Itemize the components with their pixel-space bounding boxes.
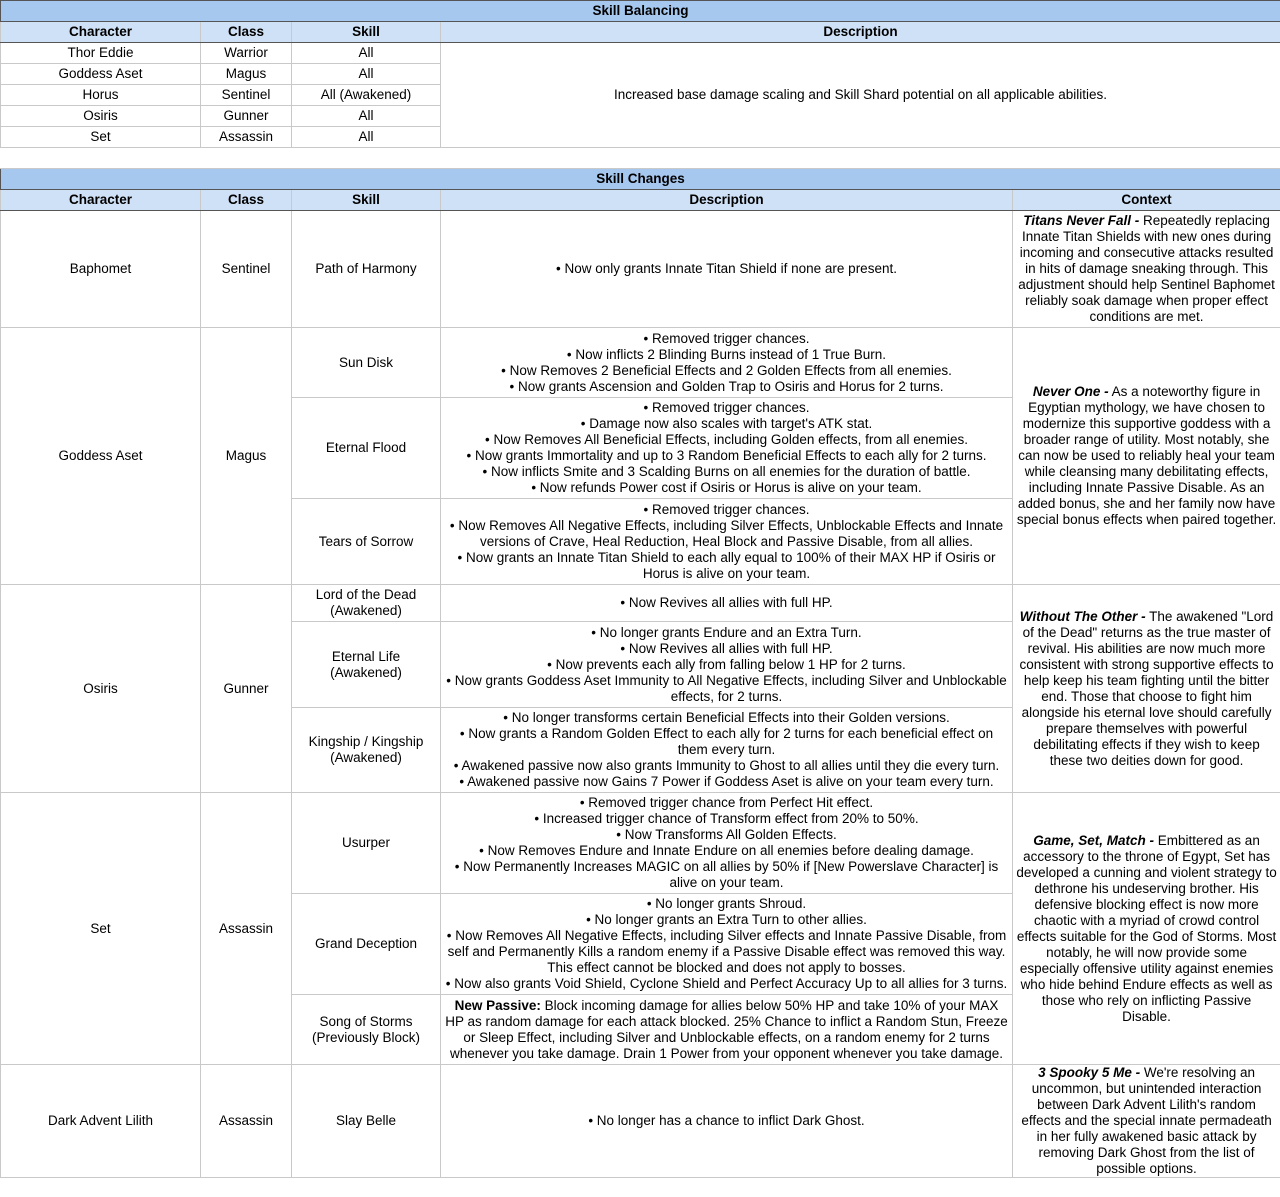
balancing-skill: All (Awakened) [292,85,441,106]
skill-row [1,585,1280,622]
skill-row [1,211,1280,328]
skill-row [1,793,1280,894]
description-line: • Now Transforms All Golden Effects. [444,827,1009,843]
balancing-class: Warrior [201,43,292,64]
balancing-class: Assassin [201,127,292,148]
header-character: Character [1,22,201,43]
skill-cell: Eternal Life (Awakened) [292,622,441,708]
balancing-character: Horus [1,85,201,106]
balancing-character: Thor Eddie [1,43,201,64]
context-title: 3 Spooky 5 Me - [1038,1065,1140,1080]
balancing-class: Gunner [201,106,292,127]
description-cell [441,708,1013,793]
description-line: • Now grants Goddess Aset Immunity to All Negative Effects, including Silver and Unblockable effects, for 2 turns. [444,673,1009,705]
balancing-title: Skill Balancing [1,1,1280,22]
description-line: • Now grants a Random Golden Effect to each ally for 2 turns for each beneficial effect on them every turn. [444,726,1009,758]
header-description: Description [441,22,1280,43]
description-line: • Now Revives all allies with full HP. [444,595,1009,611]
header-class: Class [201,190,292,211]
description-cell [441,211,1013,328]
balancing-character: Osiris [1,106,201,127]
description-line: • No longer grants Shroud. [444,896,1009,912]
description-line: • No longer grants Endure and an Extra Turn. [444,625,1009,641]
description-cell [441,622,1013,708]
skill-cell: Usurper [292,793,441,894]
balancing-class: Sentinel [201,85,292,106]
description-line: • Now inflicts 2 Blinding Burns instead of 1 True Burn. [444,347,1009,363]
description-line: • Increased trigger chance of Transform effect from 20% to 50%. [444,811,1009,827]
context-cell [1013,1065,1280,1178]
class-cell: Sentinel [201,211,292,328]
skill-cell: Kingship / Kingship (Awakened) [292,708,441,793]
balancing-skill: All [292,106,441,127]
description-cell [441,499,1013,585]
table-bottom-spacer [1,1178,1280,1197]
description-line: • Now also grants Void Shield, Cyclone Shield and Perfect Accuracy Up to all allies for 3 turns. [444,976,1009,992]
description-line: • Now Revives all allies with full HP. [444,641,1009,657]
header-context: Context [1013,190,1280,211]
balancing-character: Goddess Aset [1,64,201,85]
header-skill: Skill [292,190,441,211]
description-cell [441,328,1013,398]
balancing-skill: All [292,64,441,85]
description-line: • Now grants Immortality and up to 3 Random Beneficial Effects to each ally for 2 turns. [444,448,1009,464]
description-line: • Removed trigger chance from Perfect Hit effect. [444,795,1009,811]
balancing-class: Magus [201,64,292,85]
header-description: Description [441,190,1013,211]
skill-cell: Path of Harmony [292,211,441,328]
description-line: • Removed trigger chances. [444,502,1009,518]
description-line: • Removed trigger chances. [444,400,1009,416]
changes-body [1,211,1280,1178]
description-line: • Damage now also scales with target's ATK stat. [444,416,1009,432]
description-line: • Now refunds Power cost if Osiris or Horus is alive on your team. [444,480,1009,496]
class-cell: Gunner [201,585,292,793]
new-passive-label: New Passive: [455,998,541,1013]
context-title: Without The Other - [1020,609,1146,624]
context-cell [1013,328,1280,585]
description-line: • Awakened passive now Gains 7 Power if Goddess Aset is alive on your team every turn. [444,774,1009,790]
skill-cell: Grand Deception [292,894,441,995]
description-line: • Now inflicts Smite and 3 Scalding Burns on all enemies for the duration of battle. [444,464,1009,480]
description-line: • Awakened passive now also grants Immunity to Ghost to all allies until they die every turn. [444,758,1009,774]
description-line: • No longer transforms certain Beneficial Effects into their Golden versions. [444,710,1009,726]
description-cell [441,1065,1013,1178]
description-line: • Now grants an Innate Titan Shield to each ally equal to 100% of their MAX HP if Osiris or Horus is alive on your team. [444,550,1009,582]
description-line: • Now prevents each ally from falling below 1 HP for 2 turns. [444,657,1009,673]
description-text: Block incoming damage for allies below 50% HP and take 10% of your MAX HP as random damage for each attack blocked. 25% Chance to inflict a Random Stun, Freeze or Sleep Effect, including Silver and Unblockable effects, on a random enemy for 2 turns whenever you take damage. Drain 1 Power from your opponent whenever you take damage. [445,998,1008,1061]
skill-row [1,1065,1280,1178]
context-cell [1013,211,1280,328]
section-spacer [1,148,1280,169]
context-cell [1013,585,1280,793]
header-character: Character [1,190,201,211]
description-line: • Now Removes All Negative Effects, including Silver effects and Innate Passive Disable, from self and Permanently Kills a random enemy if a Passive Disable effect was removed this way. This effect cannot be blocked and does not apply to bosses. [444,928,1009,976]
description-line: • Now Removes All Beneficial Effects, including Golden effects, from all enemies. [444,432,1009,448]
description-line: • Removed trigger chances. [444,331,1009,347]
context-title: Game, Set, Match - [1033,833,1154,848]
context-cell [1013,793,1280,1065]
context-text: As a noteworthy figure in Egyptian mythology, we have chosen to modernize this supportive goddess with a broader range of utility. Most notably, she can now be used to reliably heal your team while cleansing many debilitating effects, including Innate Passive Disable. As an added bonus, she and her family now have special bonus effects when paired together. [1017,384,1276,527]
description-cell [441,894,1013,995]
description-line: • Now only grants Innate Titan Shield if none are present. [444,261,1009,277]
character-cell: Goddess Aset [1,328,201,585]
description-line: • Now Permanently Increases MAGIC on all allies by 50% if [New Powerslave Character] is alive on your team. [444,859,1009,891]
skill-cell: Slay Belle [292,1065,441,1178]
context-text: The awakened "Lord of the Dead" returns as the true master of revival. His abilities are now much more consistent with strong supportive effects to help keep his team fighting until the bitter end. Those that choose to fight him alongside his eternal love should carefully prepare themselves with powerful debilitating effects if they wish to keep these two deities down for good. [1019,609,1273,768]
context-text: Repeatedly replacing Innate Titan Shields with new ones during incoming and consecutive attacks resulted in hits of damage sneaking through. This adjustment should help Sentinel Baphomet reliably soak damage when proper effect conditions are met. [1018,213,1275,324]
character-cell: Set [1,793,201,1065]
description-cell [441,793,1013,894]
character-cell: Baphomet [1,211,201,328]
header-skill: Skill [292,22,441,43]
description-line: • Now Removes 2 Beneficial Effects and 2 Golden Effects from all enemies. [444,363,1009,379]
description-line [444,998,1009,1062]
description-line: • No longer grants an Extra Turn to other allies. [444,912,1009,928]
skill-cell: Sun Disk [292,328,441,398]
balancing-character: Set [1,127,201,148]
character-cell: Osiris [1,585,201,793]
character-cell: Dark Advent Lilith [1,1065,201,1178]
description-cell [441,585,1013,622]
skill-cell: Song of Storms (Previously Block) [292,995,441,1065]
description-line: • No longer has a chance to inflict Dark Ghost. [444,1113,1009,1129]
context-title: Titans Never Fall - [1023,213,1139,228]
class-cell: Magus [201,328,292,585]
class-cell: Assassin [201,793,292,1065]
description-line: • Now Removes Endure and Innate Endure on all enemies before dealing damage. [444,843,1009,859]
balancing-skill: All [292,127,441,148]
context-text: We're resolving an uncommon, but unintended interaction between Dark Advent Lilith's random effects and the special innate permadeath in her fully awakened basic attack by removing Dark Ghost from the list of possible options. [1021,1065,1271,1176]
balancing-skill: All [292,43,441,64]
skill-cell: Tears of Sorrow [292,499,441,585]
header-class: Class [201,22,292,43]
description-cell [441,995,1013,1065]
skill-cell: Lord of the Dead (Awakened) [292,585,441,622]
description-cell [441,398,1013,499]
skill-cell: Eternal Flood [292,398,441,499]
class-cell: Assassin [201,1065,292,1178]
description-line: • Now grants Ascension and Golden Trap to Osiris and Horus for 2 turns. [444,379,1009,395]
changes-title: Skill Changes [1,169,1280,190]
context-title: Never One - [1033,384,1109,399]
description-line: • Now Removes All Negative Effects, including Silver Effects, Unblockable Effects and Innate versions of Crave, Heal Reduction, Heal Block and Passive Disable, from all allies. [444,518,1009,550]
context-text: Embittered as an accessory to the throne of Egypt, Set has developed a cunning and violent strategy to dethrone his undeserving brother. His defensive blocking effect is now more chaotic with a myriad of crowd control effects suitable for the God of Storms. Most notably, he will now provide some especially offensive utility against enemies who hide behind Endure effects as well as those who rely on inflicting Passive Disable. [1016,833,1276,1024]
balancing-description: Increased base damage scaling and Skill Shard potential on all applicable abilities. [441,43,1280,148]
skill-row [1,328,1280,398]
